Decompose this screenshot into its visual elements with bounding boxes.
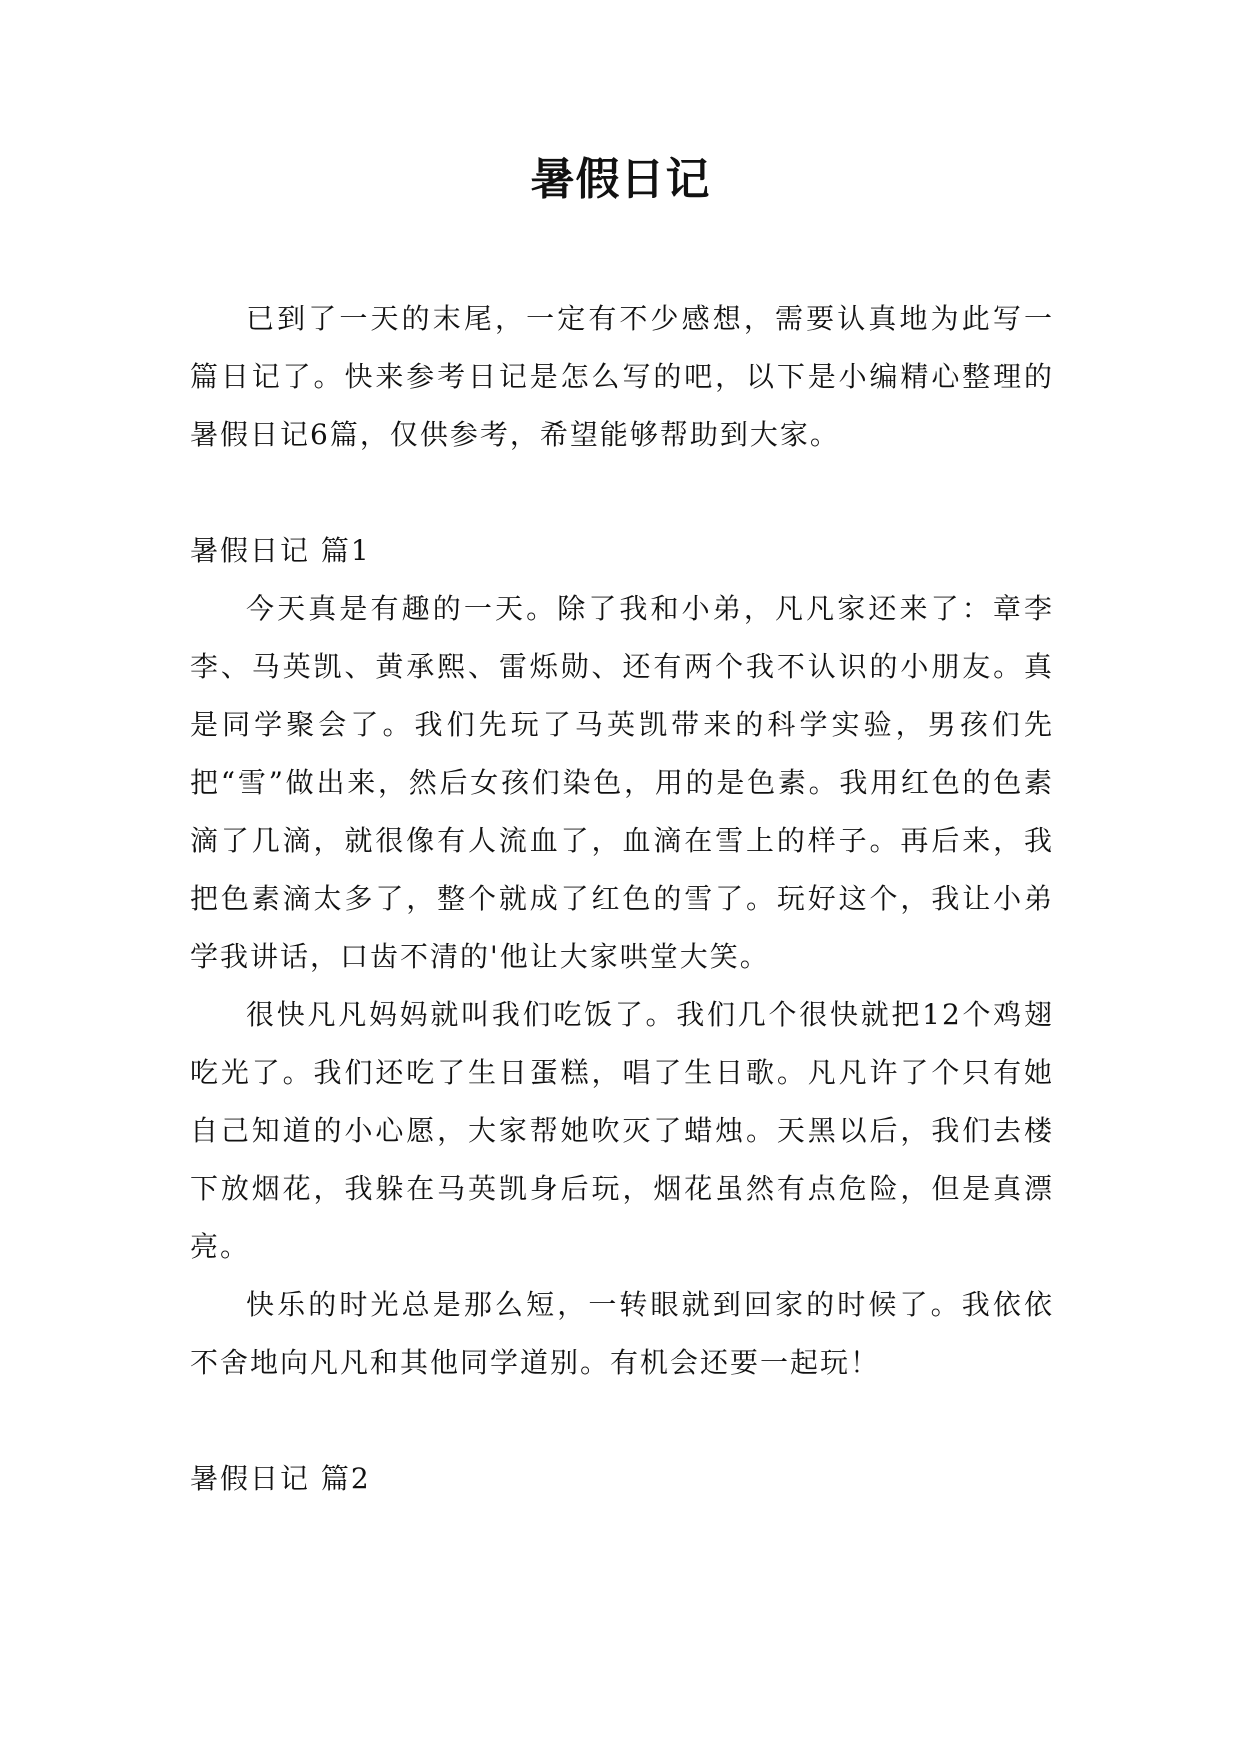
section-1-paragraph-3: 快乐的时光总是那么短，一转眼就到回家的时候了。我依依不舍地向凡凡和其他同学道别。有机会还要一起玩！ bbox=[190, 1288, 1054, 1379]
section-heading-1: 暑假日记 篇1 bbox=[190, 534, 371, 567]
section-heading-2: 暑假日记 篇2 bbox=[190, 1462, 371, 1495]
intro-paragraph: 已到了一天的末尾，一定有不少感想，需要认真地为此写一篇日记了。快来参考日记是怎么写的吧，以下是小编精心整理的暑假日记6篇，仅供参考，希望能够帮助到大家。 bbox=[190, 302, 1054, 451]
section-1-paragraph-2: 很快凡凡妈妈就叫我们吃饭了。我们几个很快就把12个鸡翅吃光了。我们还吃了生日蛋糕，唱了生日歌。凡凡许了个只有她自己知道的小心愿，大家帮她吹灭了蜡烛。天黑以后，我们去楼下放烟花，我躲在马英凯身后玩，烟花虽然有点危险，但是真漂亮。 bbox=[190, 998, 1054, 1263]
document-body bbox=[190, 290, 1054, 1508]
section-1-paragraph-1: 今天真是有趣的一天。除了我和小弟，凡凡家还来了：章李李、马英凯、黄承熙、雷烁勋、还有两个我不认识的小朋友。真是同学聚会了。我们先玩了马英凯带来的科学实验，男孩们先把“雪”做出来，然后女孩们染色，用的是色素。我用红色的色素滴了几滴，就很像有人流血了，血滴在雪上的样子。再后来，我把色素滴太多了，整个就成了红色的雪了。玩好这个，我让小弟学我讲话，口齿不清的'他让大家哄堂大笑。 bbox=[190, 592, 1054, 973]
section-spacer bbox=[190, 464, 1054, 522]
section-spacer bbox=[190, 1392, 1054, 1450]
document-title: 暑假日记 bbox=[530, 154, 711, 205]
